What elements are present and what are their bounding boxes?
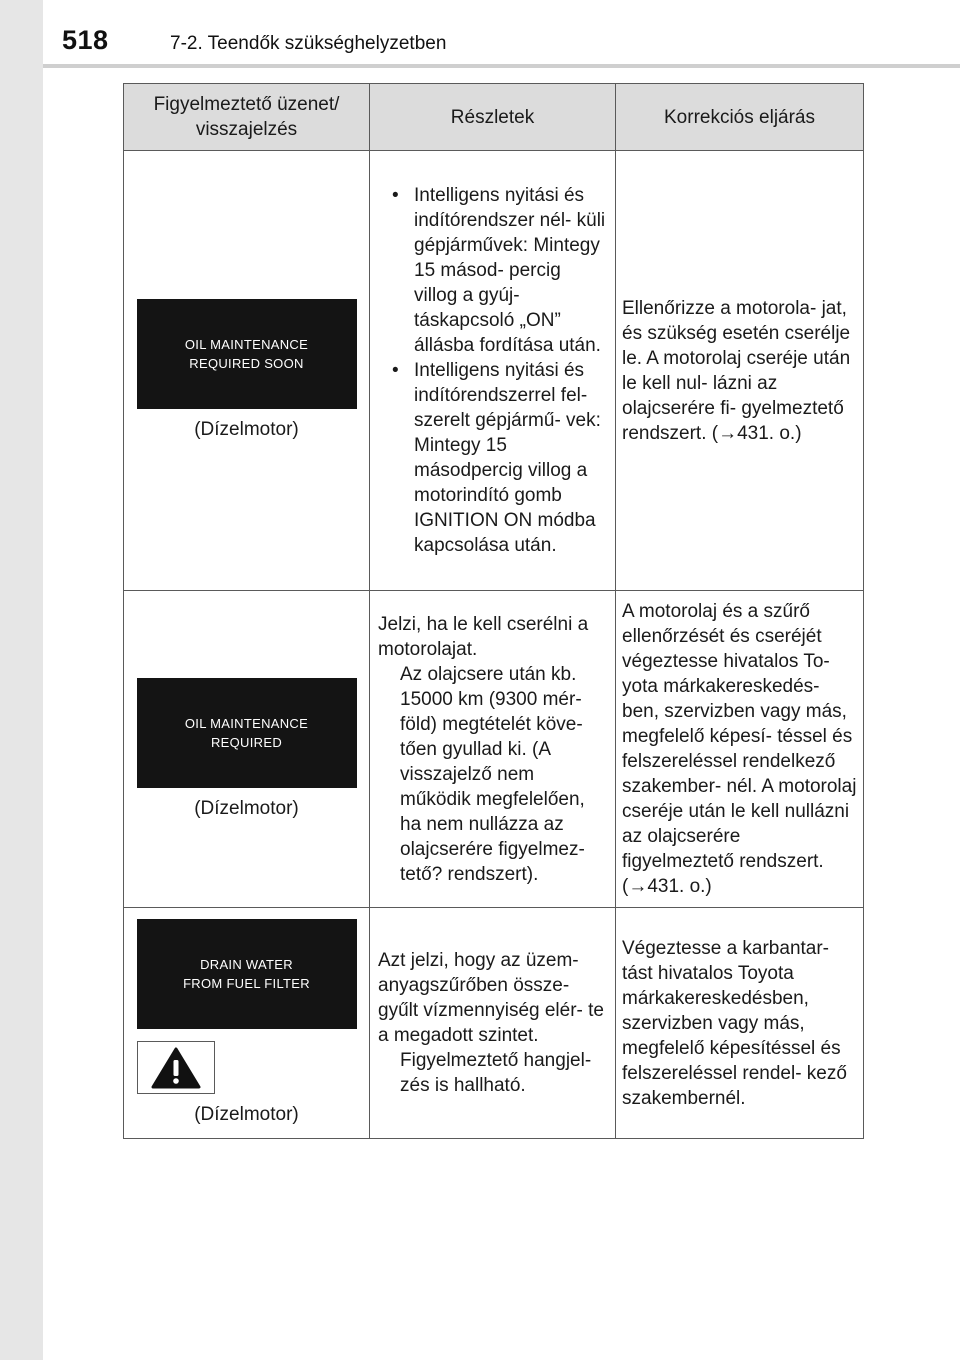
column-header-message: Figyelmeztető üzenet/ visszajelzés — [124, 84, 370, 151]
display-text-line: OIL MAINTENANCE — [184, 715, 309, 731]
details-note: Figyelmeztető hangjel- zés is hallható. — [400, 1050, 592, 1096]
correction-cell — [616, 908, 864, 1139]
table-row — [124, 151, 864, 591]
display-text-line: OIL MAINTENANCE — [184, 337, 309, 352]
display-text-line: REQUIRED SOON — [189, 356, 304, 371]
engine-type-label: (Dízelmotor) — [194, 797, 299, 819]
page-side-bar — [0, 0, 43, 1360]
page-number: 518 — [62, 25, 109, 55]
details-bullet-list — [378, 183, 607, 558]
details-note: Az olajcsere után kb. 15000 km (9300 mér- föld) megtételét köve- tően gyullad ki. (A visszajelző nem működik megfelelően, ha nem nullázza az olajcserére figyelmez- tető? rendszert). — [400, 663, 585, 885]
message-cell — [124, 908, 370, 1139]
warning-indicator — [137, 1041, 215, 1094]
details-cell — [370, 908, 616, 1139]
section-title: 7-2. Teendők szükséghelyzetben — [170, 33, 447, 54]
details-cell — [370, 151, 616, 591]
display-text-line: DRAIN WATER — [200, 957, 293, 972]
display-text-line: REQUIRED — [210, 734, 283, 750]
bullet-text: Intelligens nyitási és indítórendszer nél- küli gépjárművek: Mintegy 15 másod- percig villog a gyúj- táskapcsoló „ON” állásba fordítása után. — [414, 185, 606, 356]
engine-type-label: (Dízelmotor) — [194, 1104, 299, 1125]
details-cell — [370, 591, 616, 908]
list-item: • Intelligens nyitási és indítórendszerrel fel- szerelt gépjármű- vek: Mintegy 15 másodpercig villog a motorindító gomb IGNITION ON módba kapcsolása után. — [392, 360, 601, 556]
message-cell — [124, 151, 370, 591]
details-intro: Azt jelzi, hogy az üzem- anyagszűrőben össze- gyűlt vízmennyiség elér- te a megadott szintet. — [378, 950, 604, 1046]
engine-type-label: (Dízelmotor) — [194, 419, 299, 440]
page-header — [0, 0, 960, 70]
correction-cell — [616, 151, 864, 591]
display-text-line: FROM FUEL FILTER — [183, 976, 310, 991]
warning-message-table — [123, 83, 864, 1139]
bullet-text: Intelligens nyitási és indítórendszerrel fel- szerelt gépjármű- vek: Mintegy 15 másodpercig villog a motorindító gomb IGNITION ON módba kapcsolása után. — [414, 360, 601, 556]
message-cell — [124, 591, 370, 908]
column-header-correction: Korrekciós eljárás — [616, 84, 864, 151]
list-item: • Intelligens nyitási és indítórendszer nél- küli gépjárművek: Mintegy 15 másod- percig villog a gyúj- táskapcsoló „ON” állásba fordítása után. — [392, 185, 606, 356]
table-header-row — [124, 84, 864, 151]
column-header-details: Részletek — [370, 84, 616, 151]
warning-triangle-icon — [151, 1047, 201, 1089]
header-divider — [43, 64, 960, 68]
correction-text: A motorolaj és a szűrő ellenőrzését és cseréjét végeztesse hivatalos To- yota márkakereskedés- ben, szervizben vagy más, megfelelő képesí- téssel és felszereléssel rendelkező szakember- nél. A motorolaj cseréje után le kell nullázni az olajcserére figyelmeztető rendszert. (→431. o.) — [622, 601, 857, 897]
table-row — [124, 908, 864, 1139]
multi-info-display — [137, 919, 357, 1029]
correction-text: Ellenőrizze a motorola- jat, és szükség esetén cserélje le. A motorolaj cseréje után le kell nul- lázni az olajcserére fi- gyelmeztető rendszert. (→431. o.) — [622, 297, 851, 444]
correction-text: Végeztesse a karbantar- tást hivatalos Toyota márkakereskedésben, szervizben vagy más, megfelelő képesítéssel és felszereléssel rendel- kező szakembernél. — [622, 937, 847, 1109]
details-intro: Jelzi, ha le kell cserélni a motorolajat. — [378, 613, 589, 660]
table-row — [124, 591, 864, 908]
multi-info-display — [137, 678, 357, 788]
multi-info-display — [137, 299, 357, 409]
correction-cell — [616, 591, 864, 908]
